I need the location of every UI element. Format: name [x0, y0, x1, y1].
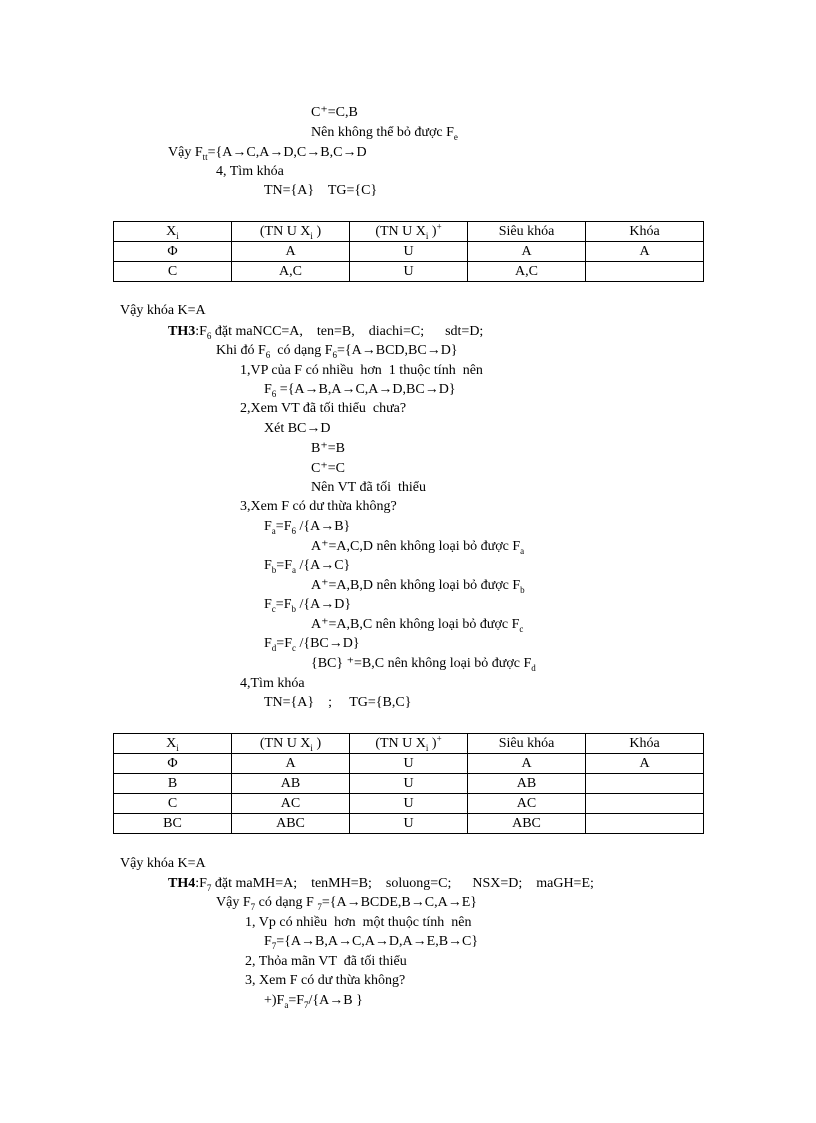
- cell: U: [350, 242, 468, 262]
- header-tn-union: (TN U $X_i$ ): [232, 222, 350, 242]
- header-superkey: Siêu khóa: [468, 222, 586, 242]
- cell: [586, 262, 704, 282]
- closure-b: B⁺=B: [311, 441, 345, 456]
- cell: U: [350, 794, 468, 814]
- table-row: [114, 242, 704, 262]
- table-row: [114, 774, 704, 794]
- table-row: [114, 262, 704, 282]
- cell: Φ: [114, 242, 232, 262]
- step-3a-result: A⁺=A,C,D nên không loại bỏ được $F_a$: [311, 539, 525, 556]
- step-4-line: 4,Tìm khóa: [240, 676, 305, 691]
- step-2-conclusion: Nên VT đã tối thiểu: [311, 480, 426, 495]
- cell: U: [350, 754, 468, 774]
- step-3c-line: $F_c=F_b$ /{A→D}: [264, 597, 352, 614]
- cell: A,C: [232, 262, 350, 282]
- step-1-result: $F_6 =\{A\to B,A\to C,A\to D,BC\to D\}$: [264, 382, 456, 399]
- table-row: [114, 814, 704, 834]
- step-3b-line: $F_b=F_a$ /{A→C}: [264, 558, 351, 575]
- conclusion-line: Nên không thể bỏ được $F_e$: [311, 125, 458, 142]
- cell: [586, 774, 704, 794]
- step-2-line: 2, Thỏa mãn VT đã tối thiểu: [245, 954, 407, 969]
- case-heading-th4: $TH4:F_7$ đặt maMH=A; tenMH=B; soluong=C; NSX=D; maGH=E;: [168, 876, 594, 893]
- cell: A: [468, 242, 586, 262]
- step-3d-line: $F_d=F_c$ /{BC→D}: [264, 636, 360, 653]
- closure-c: C⁺=C: [311, 461, 345, 476]
- find-key-heading: 4, Tìm khóa: [216, 164, 284, 179]
- header-key: Khóa: [586, 222, 704, 242]
- table-header-row: [114, 734, 704, 754]
- cell: AB: [232, 774, 350, 794]
- tn-tg-line: TN={A} TG={C}: [264, 183, 378, 198]
- step-3-line: 3, Xem F có dư thừa không?: [245, 973, 406, 988]
- cell: A: [232, 242, 350, 262]
- fd-form-line: Khi đó $F_6$ có dạng $F_6=\{A\to BCD,BC\to D\}$: [216, 343, 458, 360]
- header-tn-closure: (TN U $X_i$ )+: [350, 222, 468, 242]
- header-xi: $X_i$: [114, 734, 232, 754]
- step-3a-line: $F_a=F_6$ /{A→B}: [264, 519, 351, 536]
- cell: Φ: [114, 754, 232, 774]
- cell: [586, 794, 704, 814]
- step-2-line: 2,Xem VT đã tối thiểu chưa?: [240, 401, 407, 416]
- tn-tg-line: TN={A} ; TG={B,C}: [264, 695, 412, 710]
- cell: U: [350, 814, 468, 834]
- header-xi: $X_i$: [114, 222, 232, 242]
- cell: A,C: [468, 262, 586, 282]
- step-3c-result: A⁺=A,B,C nên không loại bỏ được $F_c$: [311, 617, 524, 634]
- step-3-line: 3,Xem F có dư thừa không?: [240, 499, 397, 514]
- key-result-line: Vậy khóa K=A: [120, 856, 206, 871]
- step-1-line: 1, Vp có nhiều hơn một thuộc tính nên: [245, 915, 472, 930]
- cell: ABC: [468, 814, 586, 834]
- step-1-line: 1,VP của F có nhiều hơn 1 thuộc tính nên: [240, 363, 483, 378]
- cell: AB: [468, 774, 586, 794]
- header-key: Khóa: [586, 734, 704, 754]
- cell: ABC: [232, 814, 350, 834]
- table-row: [114, 754, 704, 774]
- cell: A: [586, 242, 704, 262]
- closure-line: C⁺=C,B: [311, 105, 358, 120]
- cell: BC: [114, 814, 232, 834]
- cell: AC: [232, 794, 350, 814]
- cell: [586, 814, 704, 834]
- step-2-consider: Xét BC→D: [264, 421, 331, 436]
- cell: U: [350, 262, 468, 282]
- cell: A: [586, 754, 704, 774]
- cell: C: [114, 794, 232, 814]
- key-result-line: Vậy khóa K=A: [120, 303, 206, 318]
- key-table-1: [113, 221, 704, 282]
- header-superkey: Siêu khóa: [468, 734, 586, 754]
- cell: A: [468, 754, 586, 774]
- case-heading-th3: $TH3:F_6$ đặt maNCC=A, ten=B, diachi=C; sdt=D;: [168, 324, 484, 341]
- cell: B: [114, 774, 232, 794]
- minimal-cover-line: Vậy $F_{tt}=\{A\to C,A\to D,C\to B,C\to D$: [168, 145, 367, 162]
- header-tn-closure: (TN U $X_i$ )+: [350, 734, 468, 754]
- table-row: [114, 794, 704, 814]
- header-tn-union: (TN U $X_i$ ): [232, 734, 350, 754]
- cell: C: [114, 262, 232, 282]
- cell: A: [232, 754, 350, 774]
- key-table-2: [113, 733, 704, 834]
- fd-form-line: Vậy $F_7$ có dạng F $_7$={A→BCDE,B→C,A→E}: [216, 895, 477, 912]
- step-1-result: $F_7=\{A\to B,A\to C,A\to D,A\to E,B\to C\}$: [264, 934, 479, 951]
- cell: AC: [468, 794, 586, 814]
- cell: U: [350, 774, 468, 794]
- step-3b-result: A⁺=A,B,D nên không loại bỏ được $F_b$: [311, 578, 525, 595]
- step-3d-result: {BC} ⁺=B,C nên không loại bỏ được $F_d$: [311, 656, 536, 673]
- step-3a-line: $+)F_a=F_7/\{A\to B$ }: [264, 993, 363, 1010]
- table-header-row: [114, 222, 704, 242]
